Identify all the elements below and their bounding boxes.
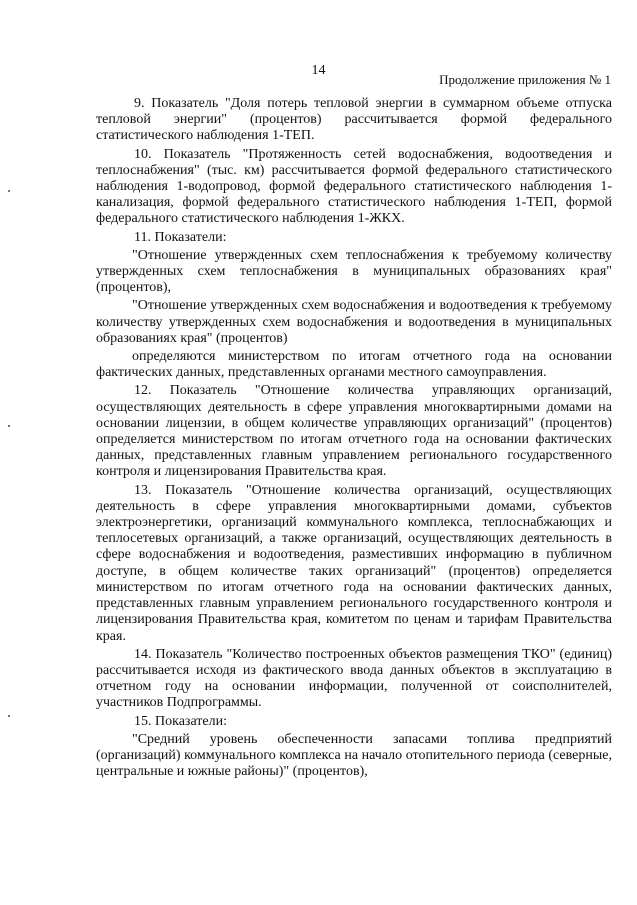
margin-mark [8, 425, 10, 427]
paragraph-14: 14. Показатель "Количество построенных объектов размещения ТКО" (единиц) рассчитывается исходя из фактического ввода данных объектов в эксплуатацию в отчетном году на основании информации, полученной от соисполнителей, участников Подпрограммы. [96, 646, 612, 711]
margin-mark [8, 190, 10, 192]
paragraph-11-determination: определяются министерством по итогам отчетного года на основании фактических данных, представленных органами местного самоуправления. [96, 349, 612, 381]
margin-mark [8, 715, 10, 717]
paragraph-9: 9. Показатель "Доля потерь тепловой энергии в суммарном объеме отпуска тепловой энергии" (процентов) рассчитывается формой федерального статистического наблюдения 1-ТЕП. [96, 96, 612, 144]
appendix-note: Продолжение приложения № 1 [439, 72, 611, 87]
paragraph-11-indicator-heat: "Отношение утвержденных схем теплоснабжения к требуемому количеству утвержденных схем теплоснабжения в муниципальных образованиях края" (процентов), [96, 247, 612, 296]
paragraph-12: 12. Показатель "Отношение количества управляющих организаций, осуществляющих деятельность в сфере управления многоквартирными домами на основании лицензии, в общем количестве управляющих организаций" (процентов) определяется министерством по итогам отчетного года на основании фактических данных, представленных главным управлением регионального государственного контроля и лицензирования Правительства края. [96, 383, 612, 480]
paragraph-13: 13. Показатель "Отношение количества организаций, осуществляющих деятельность в сфере управления многоквартирными домами, субъектов электроэнергетики, организаций коммунального комплекса, теплоснабжающих и теплосетевых организаций, а также организаций, осуществляющих деятельность в сфере водоснабжения и водоотведения, разместивших информацию в публичном доступе, в общем количестве таких организаций" (процентов) определяется министерством по итогам отчетного года на основании фактических данных, представленных главным управлением регионального государственного контроля и лицензирования Правительства края, комитетом по ценам и тарифам Правительства края. [96, 482, 612, 644]
page-number: 14 [311, 63, 326, 78]
paragraph-11-heading: 11. Показатели: [134, 229, 227, 245]
paragraph-15-indicator-fuel: "Средний уровень обеспеченности запасами топлива предприятий (организаций) коммунального комплекса на начало отопительного периода (северные, центральные и южные районы)" (процентов), [96, 731, 612, 780]
document-body [96, 96, 612, 782]
paragraph-11-indicator-water: "Отношение утвержденных схем водоснабжения и водоотведения к требуемому количеству утвержденных схем водоснабжения и водоотведения в муниципальных образованиях края" (процентов) [96, 298, 612, 346]
paragraph-10: 10. Показатель "Протяженность сетей водоснабжения, водоотведения и теплоснабжения" (тыс. км) рассчитывается формой федерального статистического наблюдения 1-водопровод, формой федерального статистического наблюдения 1-канализация, формой федерального статистического наблюдения 1-ТЕП, формой федерального статистического наблюдения 1-ЖКХ. [96, 146, 612, 227]
paragraph-15-heading: 15. Показатели: [134, 713, 227, 729]
